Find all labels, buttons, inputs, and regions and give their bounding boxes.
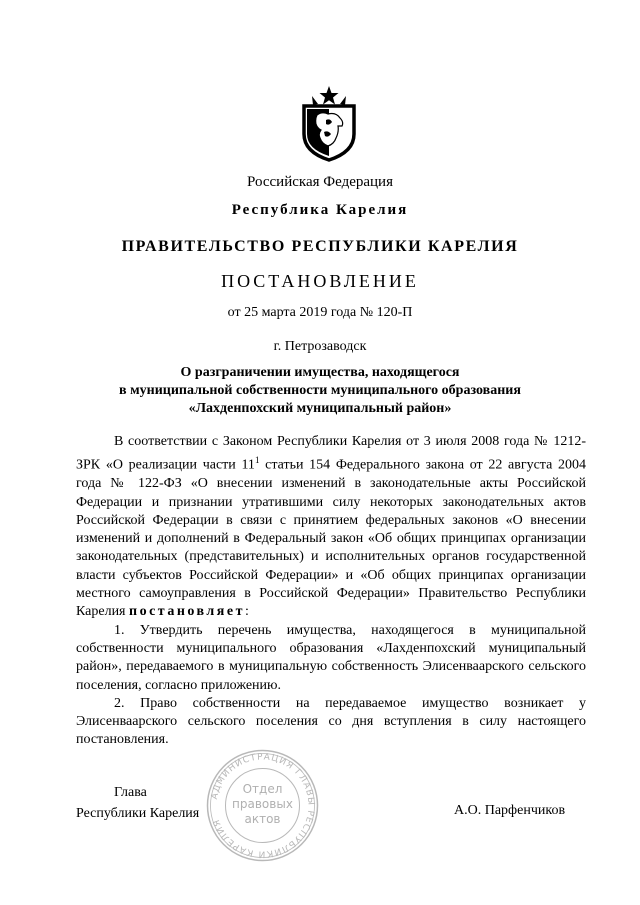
signatory-name: А.О. Парфенчиков [454, 803, 566, 818]
stamp-line3: актов [244, 812, 281, 826]
resolves-word: постановляет [129, 604, 245, 620]
title-line: в муниципальной собственности муниципального образования [119, 383, 521, 398]
republic-name: Республика Карелия [231, 202, 409, 218]
signatory-title-line2: Республики Карелия [76, 806, 200, 821]
preamble-text-cont: статьи 154 Федерального закона от 22 августа 2004 года № 122-ФЗ «О внесении изменений в законодательные акты Российской Федерации и признании утратившими силу некоторых законодательных актов Российской Федерации в связи с принятием федеральных законов «О внесении изменений и дополнений в Федеральный закон «Об общих принципах организации законодательных (представительных) и исполнительных органов государственной власти субъектов Российской Федерации» и «Об общих принципах организации местного самоуправления в Российской Федерации» Правительство Республики Карелия [76, 457, 586, 620]
document-title [60, 364, 580, 418]
city-line: г. Петрозаводск [273, 339, 367, 354]
karelia-coat-of-arms-icon [298, 84, 360, 162]
stamp-ring-text: АДМИНИСТРАЦИЯ ГЛАВЫ РЕСПУБЛИКИ КАРЕЛИЯ [209, 752, 316, 859]
superscript: 1 [254, 455, 260, 466]
legal-department-stamp [205, 748, 320, 863]
country-name: Российская Федерация [247, 174, 393, 190]
document-body [76, 433, 586, 750]
signatory-title [76, 782, 199, 824]
document-type: ПОСТАНОВЛЕНИЕ [221, 271, 419, 291]
title-line: «Лахденпохский муниципальный район» [188, 401, 452, 416]
preamble-text: В соответствии с Законом Республики Карелия от 3 июля 2008 года № 1212-ЗРК «О реализации части 11 [76, 434, 586, 473]
stamp-line1: Отдел [242, 782, 283, 796]
title-line: О разграничении имущества, находящегося [180, 365, 460, 380]
stamp-line2: правовых [232, 797, 293, 811]
paragraph-item-2: 2. Право собственности на передаваемое имущество возникает у Элисенваарского сельского поселения со дня вступления в силу настоящего постановления. [76, 695, 586, 748]
paragraph-preamble [76, 433, 586, 622]
preamble-end: : [244, 604, 249, 620]
paragraph-item-1: 1. Утвердить перечень имущества, находящегося в муниципальной собственности муниципального образования «Лахденпохский муниципальный район», передаваемого в муниципальную собственность Элисенваарского сельского поселения, согласно приложению. [76, 622, 586, 693]
signatory-title-line1: Глава [114, 785, 147, 800]
date-number-line: от 25 марта 2019 года № 120-П [227, 305, 413, 320]
government-name: ПРАВИТЕЛЬСТВО РЕСПУБЛИКИ КАРЕЛИЯ [121, 238, 519, 255]
